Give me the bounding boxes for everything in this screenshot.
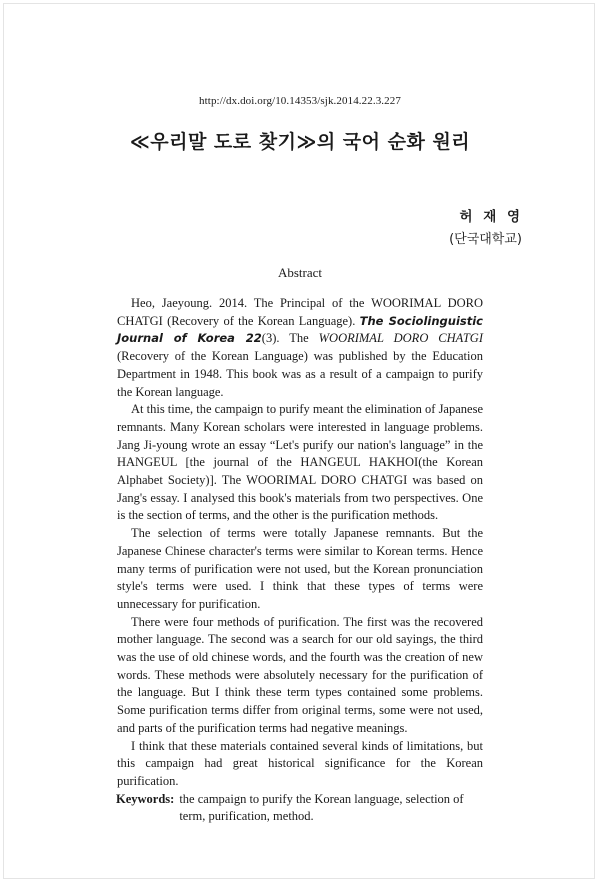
citation-book-title: WOORIMAL DORO CHATGI bbox=[318, 331, 483, 346]
paper-title: ≪우리말 도로 찾기≫의 국어 순화 원리 bbox=[129, 131, 471, 153]
abstract-paragraph: I think that these materials contained several kinds of limitations, but this campaign had great historical significance for the Korean purification. bbox=[117, 738, 483, 788]
abstract-heading: Abstract bbox=[277, 265, 323, 280]
keywords-label: Keywords: bbox=[116, 791, 175, 806]
author-affiliation: (단국대학교) bbox=[449, 232, 522, 247]
abstract-citation-paragraph bbox=[117, 295, 483, 401]
doi-link[interactable]: http://dx.doi.org/10.14353/sjk.2014.22.3.227 bbox=[199, 95, 401, 107]
abstract-body bbox=[117, 295, 483, 826]
keywords-block bbox=[117, 791, 483, 826]
citation-rest: (Recovery of the Korean Language) was published by the Education Department in 1948. This book was as a result of a campaign to purify the Korean language. bbox=[117, 349, 483, 399]
author-name: 허 재 영 bbox=[459, 209, 523, 225]
citation-authors: Heo, Jaeyoung. 2014. The Principal of the WOORIMAL DORO CHATGI (Recovery of the Korean Language). bbox=[117, 296, 483, 328]
abstract-paragraph: At this time, the campaign to purify meant the elimination of Japanese remnants. Many Korean scholars were interested in language problems. Jang Ji-young wrote an essay “Let's purify our nation's language” in the HANGEUL [the journal of the HANGEUL HAKHOI(the Korean Alphabet Society)]. The WOORIMAL DORO CHATGI was based on Jang's essay. I analysed this book's materials from two perspectives. One is the section of terms, and the other is the purification methods. bbox=[117, 402, 483, 523]
keywords-text: the campaign to purify the Korean language, selection of term, purification, method. bbox=[179, 791, 464, 824]
citation-issue: (3). The bbox=[261, 331, 319, 346]
citation-journal: The Sociolinguistic Journal of Korea 22 bbox=[117, 313, 483, 346]
abstract-paragraph: The selection of terms were totally Japanese remnants. But the Japanese Chinese character's terms were similar to Korean terms. Hence many terms of purification were not used, but the Korean pronunciation style's terms were used. I think that these types of terms were unnecessary for purification. bbox=[117, 526, 483, 611]
abstract-paragraph: There were four methods of purification. The first was the recovered mother language. The second was a search for our old sayings, the third was the use of old chinese words, and the fourth was the creation of new words. These methods were absolutely necessary for the purification of the language. But I think these term types contained some problems. Some purification terms differ from original terms, some were not used, and parts of the purification terms had negative meanings. bbox=[117, 614, 483, 735]
